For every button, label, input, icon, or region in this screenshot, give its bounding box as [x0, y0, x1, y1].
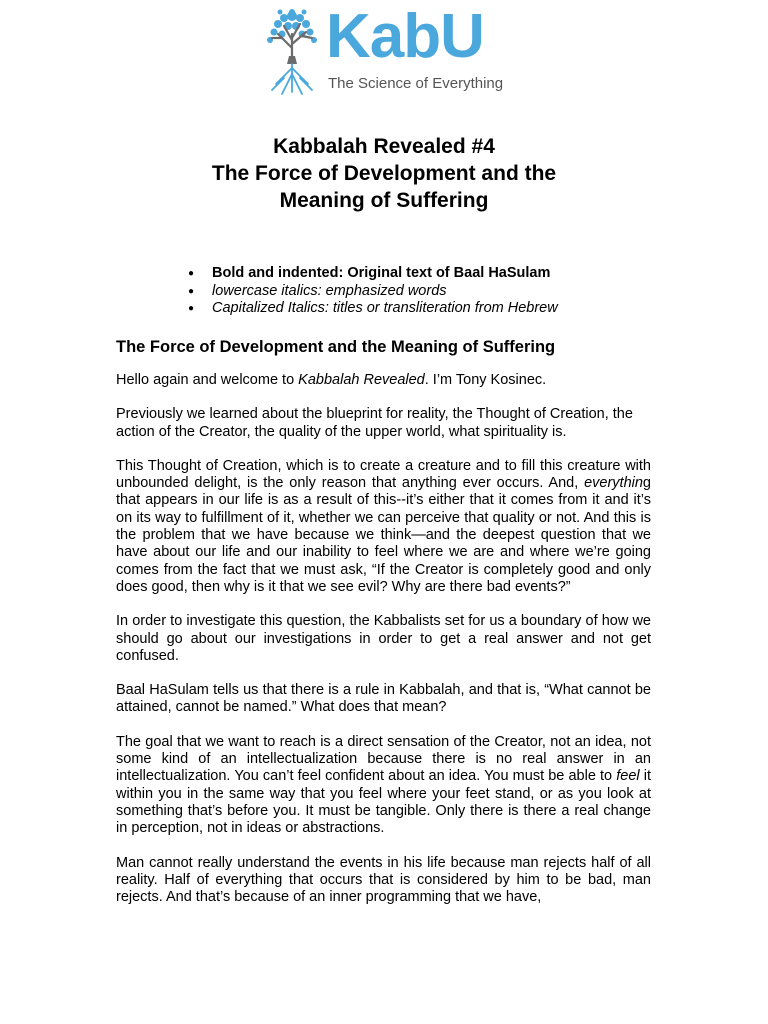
tree-icon [262, 8, 322, 98]
document-title [0, 133, 768, 214]
paragraph-4: In order to investigate this question, the Kabbalists set for us a boundary of how we should go about our investigations in order to get a real answer and not get confused. [116, 613, 651, 664]
kabu-logo [262, 2, 512, 98]
section-heading: The Force of Development and the Meaning of Suffering [116, 338, 556, 356]
logo-wordmark: KabU [326, 2, 484, 71]
paragraph-2: Previously we learned about the blueprint for reality, the Thought of Creation, the action of the Creator, the quality of the upper world, what spirituality is. [116, 406, 633, 440]
title-line-3: Meaning of Suffering [279, 189, 489, 212]
legend-item-capitalized-italics: ● Capitalized Italics: titles or transliteration from Hebrew [188, 300, 558, 318]
legend-item-bold: ● Bold and indented: Original text of Baal HaSulam [188, 265, 558, 283]
formatting-legend [188, 265, 558, 318]
logo-tagline: The Science of Everything [328, 75, 504, 92]
document-body [116, 372, 651, 923]
title-line-2: The Force of Development and the [211, 162, 557, 185]
paragraph-5: Baal HaSulam tells us that there is a rule in Kabbalah, and that is, “What cannot be attained, cannot be named.” What does that mean? [116, 682, 651, 716]
legend-item-lowercase-italics: ● lowercase italics: emphasized words [188, 283, 558, 301]
paragraph-3: This Thought of Creation, which is to create a creature and to fill this creature with unbounded delight, is the only reason that anything ever occurs. And, everything that appears in our life is as a result of this--it’s either that it comes from it and it’s on its way to fulfillment of it, whether we can perceive that quality or not. And this is the problem that we have because we think—and the deepest question that we have about our life and our inability to feel where we are and where we’re going comes from the fact that we must ask, “If the Creator is completely good and only does good, then why is it that we see evil? Why are there bad events?” [116, 457, 651, 595]
paragraph-1: Hello again and welcome to Kabbalah Revealed. I’m Tony Kosinec. [116, 372, 547, 388]
paragraph-7: Man cannot really understand the events in his life because man rejects half of all reality. Half of everything that occurs that is considered by him to be bad, man rejects. And that’s because of an inner programming that we have, [116, 854, 651, 906]
title-line-1: Kabbalah Revealed #4 [273, 135, 495, 158]
paragraph-6: The goal that we want to reach is a direct sensation of the Creator, not an idea, not some kind of an intellectualization because there is no real answer in an intellectualization. You can’t feel confident about an idea. You must be able to feel it within you in the same way that you feel where your feet stand, or as you look at something that’s before you. It must be tangible. Only there is there a real change in perception, not in ideas or abstractions. [116, 733, 651, 837]
